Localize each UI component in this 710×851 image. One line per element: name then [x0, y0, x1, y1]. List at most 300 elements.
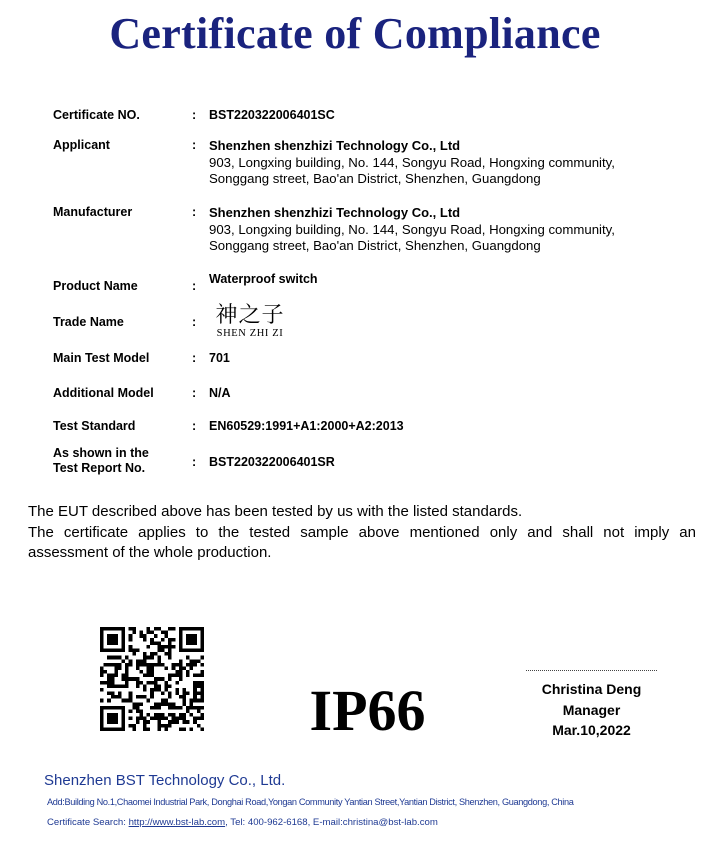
- qr-module: [107, 641, 111, 645]
- qr-module: [136, 666, 140, 670]
- qr-module: [122, 709, 126, 713]
- certificate-no-value: BST220322006401SC: [209, 108, 335, 122]
- qr-module: [200, 645, 204, 649]
- qr-module: [197, 709, 201, 713]
- qr-module: [200, 674, 204, 678]
- qr-module: [111, 663, 115, 667]
- qr-module: [182, 727, 186, 731]
- qr-module: [175, 717, 179, 721]
- qr-module: [114, 684, 118, 688]
- qr-module: [161, 677, 165, 681]
- qr-module: [157, 677, 161, 681]
- qr-module: [107, 684, 111, 688]
- qr-module: [125, 666, 129, 670]
- colon: :: [192, 386, 197, 400]
- qr-module: [154, 713, 158, 717]
- qr-module: [114, 695, 118, 699]
- search-link[interactable]: http://www.bst-lab.com: [128, 817, 226, 828]
- trade-logo-english: SHEN ZHI ZI: [216, 328, 284, 339]
- qr-module: [129, 627, 133, 631]
- qr-module: [157, 645, 161, 649]
- qr-module: [161, 663, 165, 667]
- qr-module: [200, 681, 204, 685]
- qr-module: [107, 717, 111, 721]
- qr-module: [107, 627, 111, 631]
- qr-module: [172, 713, 176, 717]
- qr-module: [193, 638, 197, 642]
- qr-module: [132, 727, 136, 731]
- qr-module: [154, 634, 158, 638]
- qr-module: [157, 706, 161, 710]
- qr-module: [200, 717, 204, 721]
- qr-module: [139, 663, 143, 667]
- qr-module: [150, 706, 154, 710]
- qr-module: [111, 727, 115, 731]
- qr-module: [190, 638, 194, 642]
- qr-module: [150, 666, 154, 670]
- qr-module: [161, 649, 165, 653]
- qr-module: [129, 709, 133, 713]
- qr-module: [193, 649, 197, 653]
- qr-module: [179, 674, 183, 678]
- qr-module: [107, 663, 111, 667]
- qr-module: [107, 713, 111, 717]
- qr-module: [157, 656, 161, 660]
- qr-module: [136, 695, 140, 699]
- qr-module: [100, 724, 104, 728]
- qr-module: [161, 713, 165, 717]
- qr-module: [107, 727, 111, 731]
- qr-module: [111, 713, 115, 717]
- qr-module: [172, 674, 176, 678]
- test-report-label-line2: Test Report No.: [53, 461, 146, 475]
- qr-module: [190, 663, 194, 667]
- qr-module: [104, 681, 108, 685]
- qr-module: [168, 724, 172, 728]
- qr-module: [114, 674, 118, 678]
- qr-module: [114, 666, 118, 670]
- test-report-label: [53, 446, 188, 476]
- footer-search: [47, 817, 697, 828]
- qr-module: [172, 717, 176, 721]
- qr-module: [165, 634, 169, 638]
- qr-module: [161, 702, 165, 706]
- qr-module: [118, 706, 122, 710]
- qr-module: [111, 695, 115, 699]
- qr-module: [193, 659, 197, 663]
- qr-module: [100, 674, 104, 678]
- qr-module: [107, 677, 111, 681]
- qr-module: [111, 681, 115, 685]
- qr-module: [111, 674, 115, 678]
- qr-module: [197, 684, 201, 688]
- qr-module: [147, 713, 151, 717]
- qr-module: [175, 663, 179, 667]
- qr-module: [200, 706, 204, 710]
- qr-module: [179, 670, 183, 674]
- qr-module: [129, 677, 133, 681]
- qr-module: [122, 684, 126, 688]
- qr-module: [125, 674, 129, 678]
- qr-module: [157, 717, 161, 721]
- qr-module: [111, 634, 115, 638]
- qr-module: [136, 663, 140, 667]
- qr-module: [100, 641, 104, 645]
- qr-code-icon: [100, 627, 204, 731]
- qr-module: [200, 699, 204, 703]
- qr-module: [165, 699, 169, 703]
- qr-module: [111, 649, 115, 653]
- qr-module: [143, 727, 147, 731]
- qr-module: [125, 699, 129, 703]
- qr-module: [132, 649, 136, 653]
- colon: :: [192, 351, 197, 365]
- qr-module: [200, 684, 204, 688]
- qr-module: [114, 717, 118, 721]
- qr-module: [114, 706, 118, 710]
- qr-module: [122, 641, 126, 645]
- qr-module: [179, 649, 183, 653]
- qr-module: [168, 674, 172, 678]
- qr-module: [154, 652, 158, 656]
- qr-module: [114, 663, 118, 667]
- qr-module: [168, 720, 172, 724]
- qr-module: [200, 656, 204, 660]
- qr-module: [107, 634, 111, 638]
- qr-module: [136, 702, 140, 706]
- qr-module: [143, 695, 147, 699]
- qr-module: [122, 674, 126, 678]
- qr-module: [125, 681, 129, 685]
- statement-line1: The EUT described above has been tested by us with the listed standards.: [28, 503, 523, 520]
- qr-module: [136, 659, 140, 663]
- qr-module: [139, 713, 143, 717]
- qr-module: [139, 702, 143, 706]
- qr-module: [129, 724, 133, 728]
- qr-module: [122, 649, 126, 653]
- applicant-label: Applicant: [53, 138, 110, 152]
- qr-module: [100, 706, 104, 710]
- qr-module: [139, 631, 143, 635]
- qr-module: [197, 674, 201, 678]
- qr-module: [193, 688, 197, 692]
- qr-module: [193, 681, 197, 685]
- qr-module: [200, 727, 204, 731]
- main-test-model-label: Main Test Model: [53, 351, 150, 365]
- qr-module: [193, 684, 197, 688]
- qr-module: [136, 717, 140, 721]
- qr-module: [107, 656, 111, 660]
- qr-module: [154, 677, 158, 681]
- qr-module: [143, 724, 147, 728]
- certificate-no-label: Certificate NO.: [53, 108, 140, 122]
- qr-module: [107, 674, 111, 678]
- qr-module: [147, 674, 151, 678]
- product-name-value: Waterproof switch: [209, 272, 318, 286]
- qr-module: [193, 627, 197, 631]
- qr-module: [190, 649, 194, 653]
- qr-module: [100, 649, 104, 653]
- qr-module: [168, 677, 172, 681]
- qr-module: [190, 659, 194, 663]
- qr-module: [165, 724, 169, 728]
- qr-module: [100, 713, 104, 717]
- qr-module: [100, 717, 104, 721]
- qr-module: [165, 688, 169, 692]
- qr-module: [200, 695, 204, 699]
- qr-module: [190, 627, 194, 631]
- qr-module: [179, 666, 183, 670]
- qr-module: [186, 638, 190, 642]
- manufacturer-value: [209, 205, 679, 255]
- qr-module: [157, 659, 161, 663]
- qr-module: [136, 709, 140, 713]
- additional-model-value: N/A: [209, 386, 231, 400]
- qr-module: [104, 727, 108, 731]
- qr-module: [165, 666, 169, 670]
- qr-module: [186, 663, 190, 667]
- qr-module: [125, 670, 129, 674]
- compliance-statement: [28, 502, 696, 564]
- qr-module: [168, 638, 172, 642]
- footer-company: Shenzhen BST Technology Co., Ltd.: [44, 772, 286, 789]
- qr-module: [200, 634, 204, 638]
- qr-module: [172, 702, 176, 706]
- qr-module: [139, 717, 143, 721]
- qr-module: [139, 709, 143, 713]
- manufacturer-name: Shenzhen shenzhizi Technology Co., Ltd: [209, 205, 461, 220]
- qr-module: [179, 717, 183, 721]
- qr-module: [186, 649, 190, 653]
- qr-module: [132, 627, 136, 631]
- qr-module: [139, 670, 143, 674]
- trade-name-label: Trade Name: [53, 315, 124, 329]
- qr-module: [150, 638, 154, 642]
- qr-module: [165, 652, 169, 656]
- qr-module: [179, 706, 183, 710]
- qr-module: [100, 631, 104, 635]
- qr-module: [179, 677, 183, 681]
- qr-module: [175, 681, 179, 685]
- qr-module: [197, 699, 201, 703]
- qr-module: [165, 681, 169, 685]
- qr-module: [161, 638, 165, 642]
- qr-module: [114, 670, 118, 674]
- qr-module: [122, 699, 126, 703]
- qr-module: [125, 663, 129, 667]
- qr-module: [150, 641, 154, 645]
- qr-module: [147, 627, 151, 631]
- qr-module: [197, 724, 201, 728]
- qr-module: [118, 666, 122, 670]
- qr-module: [168, 713, 172, 717]
- qr-module: [136, 677, 140, 681]
- qr-module: [107, 638, 111, 642]
- qr-module: [175, 670, 179, 674]
- qr-module: [100, 666, 104, 670]
- qr-module: [168, 649, 172, 653]
- qr-module: [122, 659, 126, 663]
- qr-module: [114, 627, 118, 631]
- qr-module: [179, 727, 183, 731]
- qr-module: [179, 645, 183, 649]
- qr-module: [190, 641, 194, 645]
- qr-module: [154, 717, 158, 721]
- qr-module: [132, 702, 136, 706]
- qr-module: [161, 631, 165, 635]
- qr-module: [122, 645, 126, 649]
- qr-module: [150, 695, 154, 699]
- qr-module: [200, 692, 204, 696]
- qr-module: [172, 720, 176, 724]
- qr-module: [122, 713, 126, 717]
- certificate-title: Certificate of Compliance: [109, 9, 601, 58]
- qr-module: [168, 706, 172, 710]
- qr-module: [200, 631, 204, 635]
- qr-module: [154, 706, 158, 710]
- qr-module: [157, 720, 161, 724]
- qr-module: [154, 681, 158, 685]
- qr-module: [143, 638, 147, 642]
- qr-module: [111, 638, 115, 642]
- qr-module: [122, 677, 126, 681]
- signature-block: [526, 679, 657, 741]
- qr-module: [147, 720, 151, 724]
- qr-module: [168, 702, 172, 706]
- qr-module: [157, 724, 161, 728]
- ip-rating: IP66: [309, 678, 426, 743]
- qr-module: [139, 659, 143, 663]
- signature-date: Mar.10,2022: [552, 722, 631, 738]
- qr-module: [122, 634, 126, 638]
- qr-module: [186, 641, 190, 645]
- qr-module: [143, 652, 147, 656]
- qr-module: [179, 627, 183, 631]
- footer-address: Add:Building No.1,Chaomei Industrial Park, Donghai Road,Yongan Community Yantian Street,Yantian District, Shenzhen, Guangdong, China: [47, 797, 574, 807]
- qr-module: [190, 727, 194, 731]
- colon: :: [192, 455, 197, 469]
- qr-module: [182, 688, 186, 692]
- qr-module: [129, 663, 133, 667]
- qr-module: [157, 649, 161, 653]
- qr-module: [147, 631, 151, 635]
- qr-module: [150, 670, 154, 674]
- qr-module: [175, 692, 179, 696]
- qr-module: [179, 641, 183, 645]
- manufacturer-address-line1: 903, Longxing building, No. 144, Songyu Road, Hongxing community,: [209, 221, 615, 237]
- qr-module: [132, 652, 136, 656]
- colon: :: [192, 279, 197, 293]
- qr-module: [186, 627, 190, 631]
- qr-module: [197, 649, 201, 653]
- qr-module: [157, 713, 161, 717]
- qr-module: [200, 641, 204, 645]
- qr-module: [193, 674, 197, 678]
- qr-module: [132, 677, 136, 681]
- qr-module: [150, 692, 154, 696]
- qr-module: [168, 641, 172, 645]
- qr-module: [100, 709, 104, 713]
- qr-module: [190, 666, 194, 670]
- qr-module: [175, 688, 179, 692]
- qr-module: [100, 699, 104, 703]
- qr-module: [107, 706, 111, 710]
- qr-module: [139, 695, 143, 699]
- qr-module: [168, 692, 172, 696]
- qr-module: [165, 684, 169, 688]
- qr-module: [143, 634, 147, 638]
- qr-module: [107, 692, 111, 696]
- qr-module: [147, 681, 151, 685]
- qr-module: [143, 663, 147, 667]
- qr-module: [100, 670, 104, 674]
- qr-module: [122, 631, 126, 635]
- qr-module: [104, 649, 108, 653]
- qr-module: [154, 684, 158, 688]
- qr-module: [132, 706, 136, 710]
- qr-module: [147, 727, 151, 731]
- qr-module: [190, 699, 194, 703]
- manufacturer-address-line2: Songgang street, Bao'an District, Shenzhen, Guangdong: [209, 238, 541, 253]
- qr-module: [179, 638, 183, 642]
- trade-logo-chinese: 神之子: [215, 303, 285, 328]
- qr-module: [129, 699, 133, 703]
- qr-module: [172, 627, 176, 631]
- qr-module: [200, 638, 204, 642]
- qr-module: [182, 720, 186, 724]
- qr-module: [118, 649, 122, 653]
- qr-module: [182, 702, 186, 706]
- qr-module: [118, 684, 122, 688]
- applicant-address-line2: Songgang street, Bao'an District, Shenzhen, Guangdong: [209, 171, 541, 186]
- qr-module: [118, 663, 122, 667]
- qr-module: [154, 702, 158, 706]
- qr-module: [114, 713, 118, 717]
- qr-module: [200, 713, 204, 717]
- qr-module: [100, 627, 104, 631]
- colon: :: [192, 205, 197, 219]
- qr-module: [143, 674, 147, 678]
- qr-module: [147, 699, 151, 703]
- qr-module: [182, 713, 186, 717]
- qr-module: [125, 656, 129, 660]
- qr-module: [186, 692, 190, 696]
- qr-module: [150, 717, 154, 721]
- qr-module: [107, 649, 111, 653]
- qr-module: [150, 681, 154, 685]
- qr-module: [143, 659, 147, 663]
- qr-module: [132, 631, 136, 635]
- qr-module: [197, 717, 201, 721]
- qr-module: [179, 713, 183, 717]
- qr-module: [182, 666, 186, 670]
- qr-module: [100, 645, 104, 649]
- qr-module: [139, 634, 143, 638]
- qr-module: [118, 692, 122, 696]
- applicant-name: Shenzhen shenzhizi Technology Co., Ltd: [209, 138, 461, 153]
- qr-module: [165, 727, 169, 731]
- qr-module: [132, 724, 136, 728]
- qr-module: [147, 666, 151, 670]
- qr-module: [143, 684, 147, 688]
- qr-module: [118, 695, 122, 699]
- statement-line2: The certificate applies to the tested sample above mentioned only and shall not imply an assessment of the whole production.: [28, 523, 696, 561]
- qr-module: [168, 627, 172, 631]
- qr-module: [190, 706, 194, 710]
- qr-module: [200, 663, 204, 667]
- qr-module: [125, 684, 129, 688]
- qr-module: [136, 720, 140, 724]
